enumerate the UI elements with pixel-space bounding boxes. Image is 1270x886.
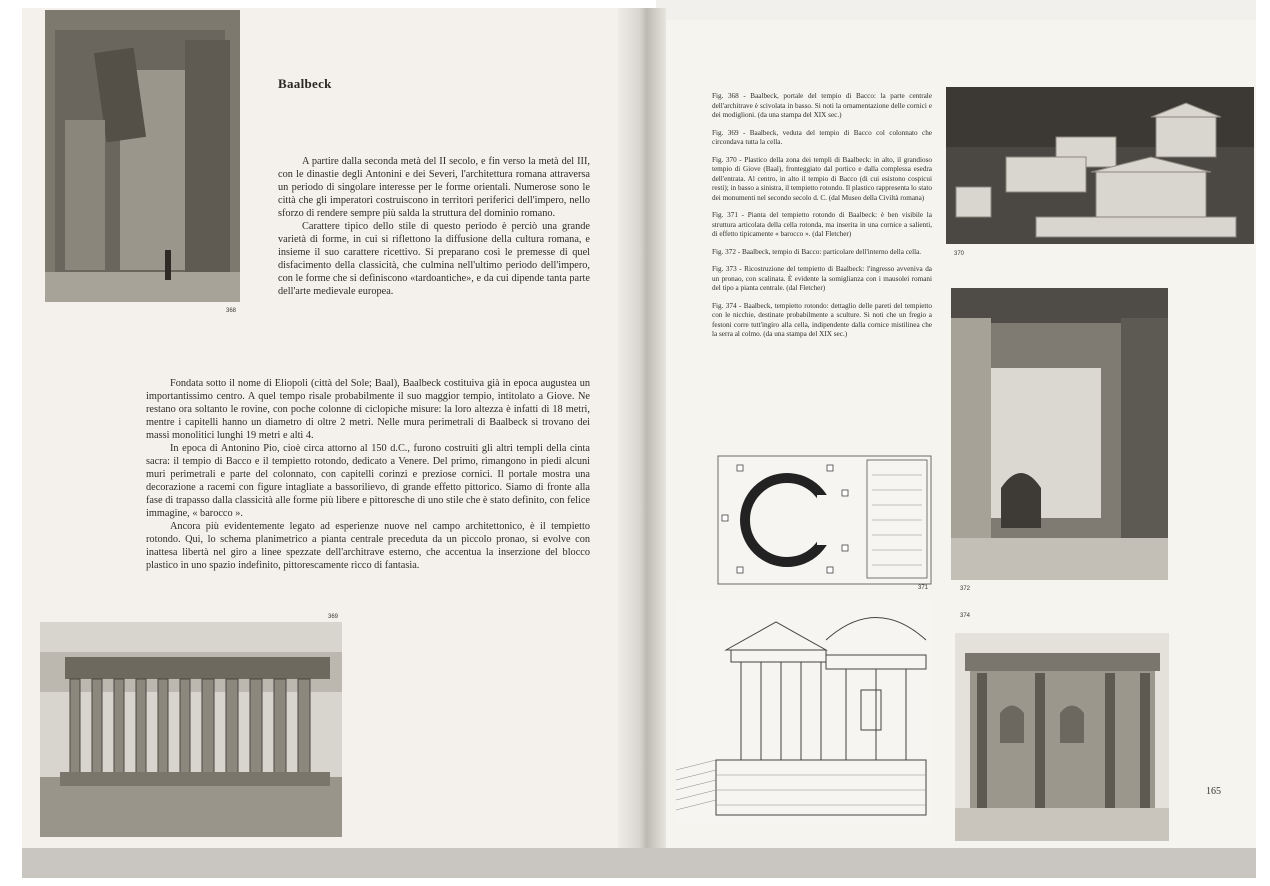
fig-374-number: 374 <box>960 613 971 619</box>
cella-interior-drawing <box>951 288 1168 580</box>
page-title: Baalbeck <box>278 76 332 91</box>
caption-fig-372: Fig. 372 - Baalbeck, tempio di Bacco: particolare dell'interno della cella. <box>712 247 922 256</box>
caption-fig-369: Fig. 369 - Baalbeck, veduta del tempio di Bacco col colonnato che circondava tutta la cella. <box>712 128 932 146</box>
temple-colonnade-drawing <box>40 622 342 837</box>
fig-372-interior-photo <box>951 288 1168 580</box>
body-text-lower <box>146 377 590 572</box>
right-page-top-margin <box>656 0 1256 22</box>
fig-371-plan-drawing <box>717 455 932 585</box>
book-gutter <box>618 8 666 850</box>
circular-temple-plan <box>717 455 932 585</box>
caption-fig-370: Fig. 370 - Plastico della zona dei templi di Baalbeck: in alto, il grandioso tempio di Giove (Baal), fronteggiato dal portico e dalla complessa esedra dell'entrata. Al centro, in alto il tempio di Bacco (di cui esistono cospicui resti); in basso a sinistra, il tempietto rotondo. Il plastico rappresenta lo stato dei monumenti nel secondo secolo d. C. (dal Museo della Civiltà romana) <box>712 155 932 202</box>
fig-369-temple-photo <box>40 622 342 837</box>
temple-model-drawing <box>946 87 1254 244</box>
figure-captions <box>712 92 932 348</box>
fig-371-number: 371 <box>918 585 929 591</box>
paragraph-2: Carattere tipico dello stile di questo periodo è perciò una grande varietà di forme, in cui si riflettono la diffusione della cultura romana, e insieme il suo carattere ricettivo. Si preparano così le premesse di quel disfacimento della classicità, che culmina nell'ultimo periodo dell'impero, con le forme che si definiscono «tardoantiche», e da cui dipende tanta parte dell'arte medievale europea. <box>278 221 590 297</box>
caption-fig-371: Fig. 371 - Pianta del tempietto rotondo di Baalbeck: è ben visibile la struttura articolata della cella rotonda, ma inserita in una cornice a salienti, di effetto tipicamente « barocco ». (dal Fletcher) <box>712 211 932 238</box>
temple-reconstruction-sketch <box>676 600 931 825</box>
caption-fig-373: Fig. 373 - Ricostruzione del tempietto di Baalbeck: l'ingresso avveniva da un pronao, con scalinata. È evidente la somiglianza con i mausolei romani del tipo a pianta centrale. (dal Fletcher) <box>712 265 932 292</box>
fig-370-model-photo <box>946 87 1254 244</box>
body-text-upper <box>278 155 590 298</box>
paragraph-5: Ancora più evidentemente legato ad esperienze nuove nel campo architettonico, è il tempietto rotondo. Qui, lo schema planimetrico a pianta centrale preceduta da un piccolo pronao, si evolve con inattesa libertà nel giro a linee spezzate dell'architrave esterno, che accentua la inserzione del blocco plastico in uno spazio indefinito, pittorescamente ricco di fantasia. <box>146 521 590 571</box>
scan-bottom-edge <box>22 848 1256 878</box>
paragraph-4: In epoca di Antonino Pio, cioè circa attorno al 150 d.C., furono costruiti gli altri templi della cinta sacra: il tempio di Bacco e il tempietto rotondo, dedicato a Venere. Del primo, rimangono in piedi alcuni muri perimetrali e parte del colonnato, con capitelli corinzi e preziose cornici. Il portale mostra una decorazione a racemi con figure intagliate a bassorilievo, di grande effetto pittorico. Siamo di fronte alla fase di trapasso dalla classicità alle forme più libere e pittoresche di uno stile che è stato definito, con felice immagine, « barocco ». <box>146 443 590 519</box>
fig-368-portal-image <box>45 10 240 302</box>
page-number: 165 <box>1206 786 1221 797</box>
fig-373-reconstruction-drawing <box>676 600 931 825</box>
paragraph-1: A partire dalla seconda metà del II secolo, e fin verso la metà del III, con le dinastie degli Antonini e dei Severi, l'architettura romana attraversa un periodo di singolare interesse per le forme orientali. Numerose sono le città che gli imperatori costruiscono in territori periferici dell'impero, nello sforzo di rendere sempre più salda la struttura del dominio romano. <box>278 156 590 219</box>
fig-369-number: 369 <box>328 614 339 620</box>
caption-fig-368: Fig. 368 - Baalbeck, portale del tempio di Bacco: la parte centrale dell'architrave è scivolata in basso. Si noti la ornamentazione delle cornici e dei modiglioni. (da una stampa del XIX sec.) <box>712 92 932 119</box>
caption-fig-374: Fig. 374 - Baalbeck, tempietto rotondo: dettaglio delle pareti del tempietto con le nicchie, destinate probabilmente a sculture. Si noti che un fregio a festoni corre tutt'ingiro alla cella, indipendente dalla cornice mistilinea che la serra al colmo. (da una stampa del XIX sec.) <box>712 301 932 338</box>
fig-368-number: 368 <box>226 308 237 314</box>
portal-engraving-drawing <box>45 10 240 302</box>
paragraph-3: Fondata sotto il nome di Eliopoli (città del Sole; Baal), Baalbeck costituiva già in epoca augustea un importantissimo centro. A quel tempo risale probabilmente il suo maggior tempio, intitolato a Giove. Ne restano ora soltanto le rovine, con poche colonne di ciclopiche misure: la loro altezza è infatti di 18 metri, mentre i capitelli hanno un diametro di oltre 2 metri. Nelle mura perimetrali di Baalbeck si trovano dei massi monolitici lunghi 19 metri e alti 4. <box>146 378 590 441</box>
fig-374-round-temple-photo <box>955 633 1169 841</box>
fig-372-number: 372 <box>960 586 971 592</box>
fig-370-number: 370 <box>954 251 965 257</box>
round-temple-engraving <box>955 633 1169 841</box>
